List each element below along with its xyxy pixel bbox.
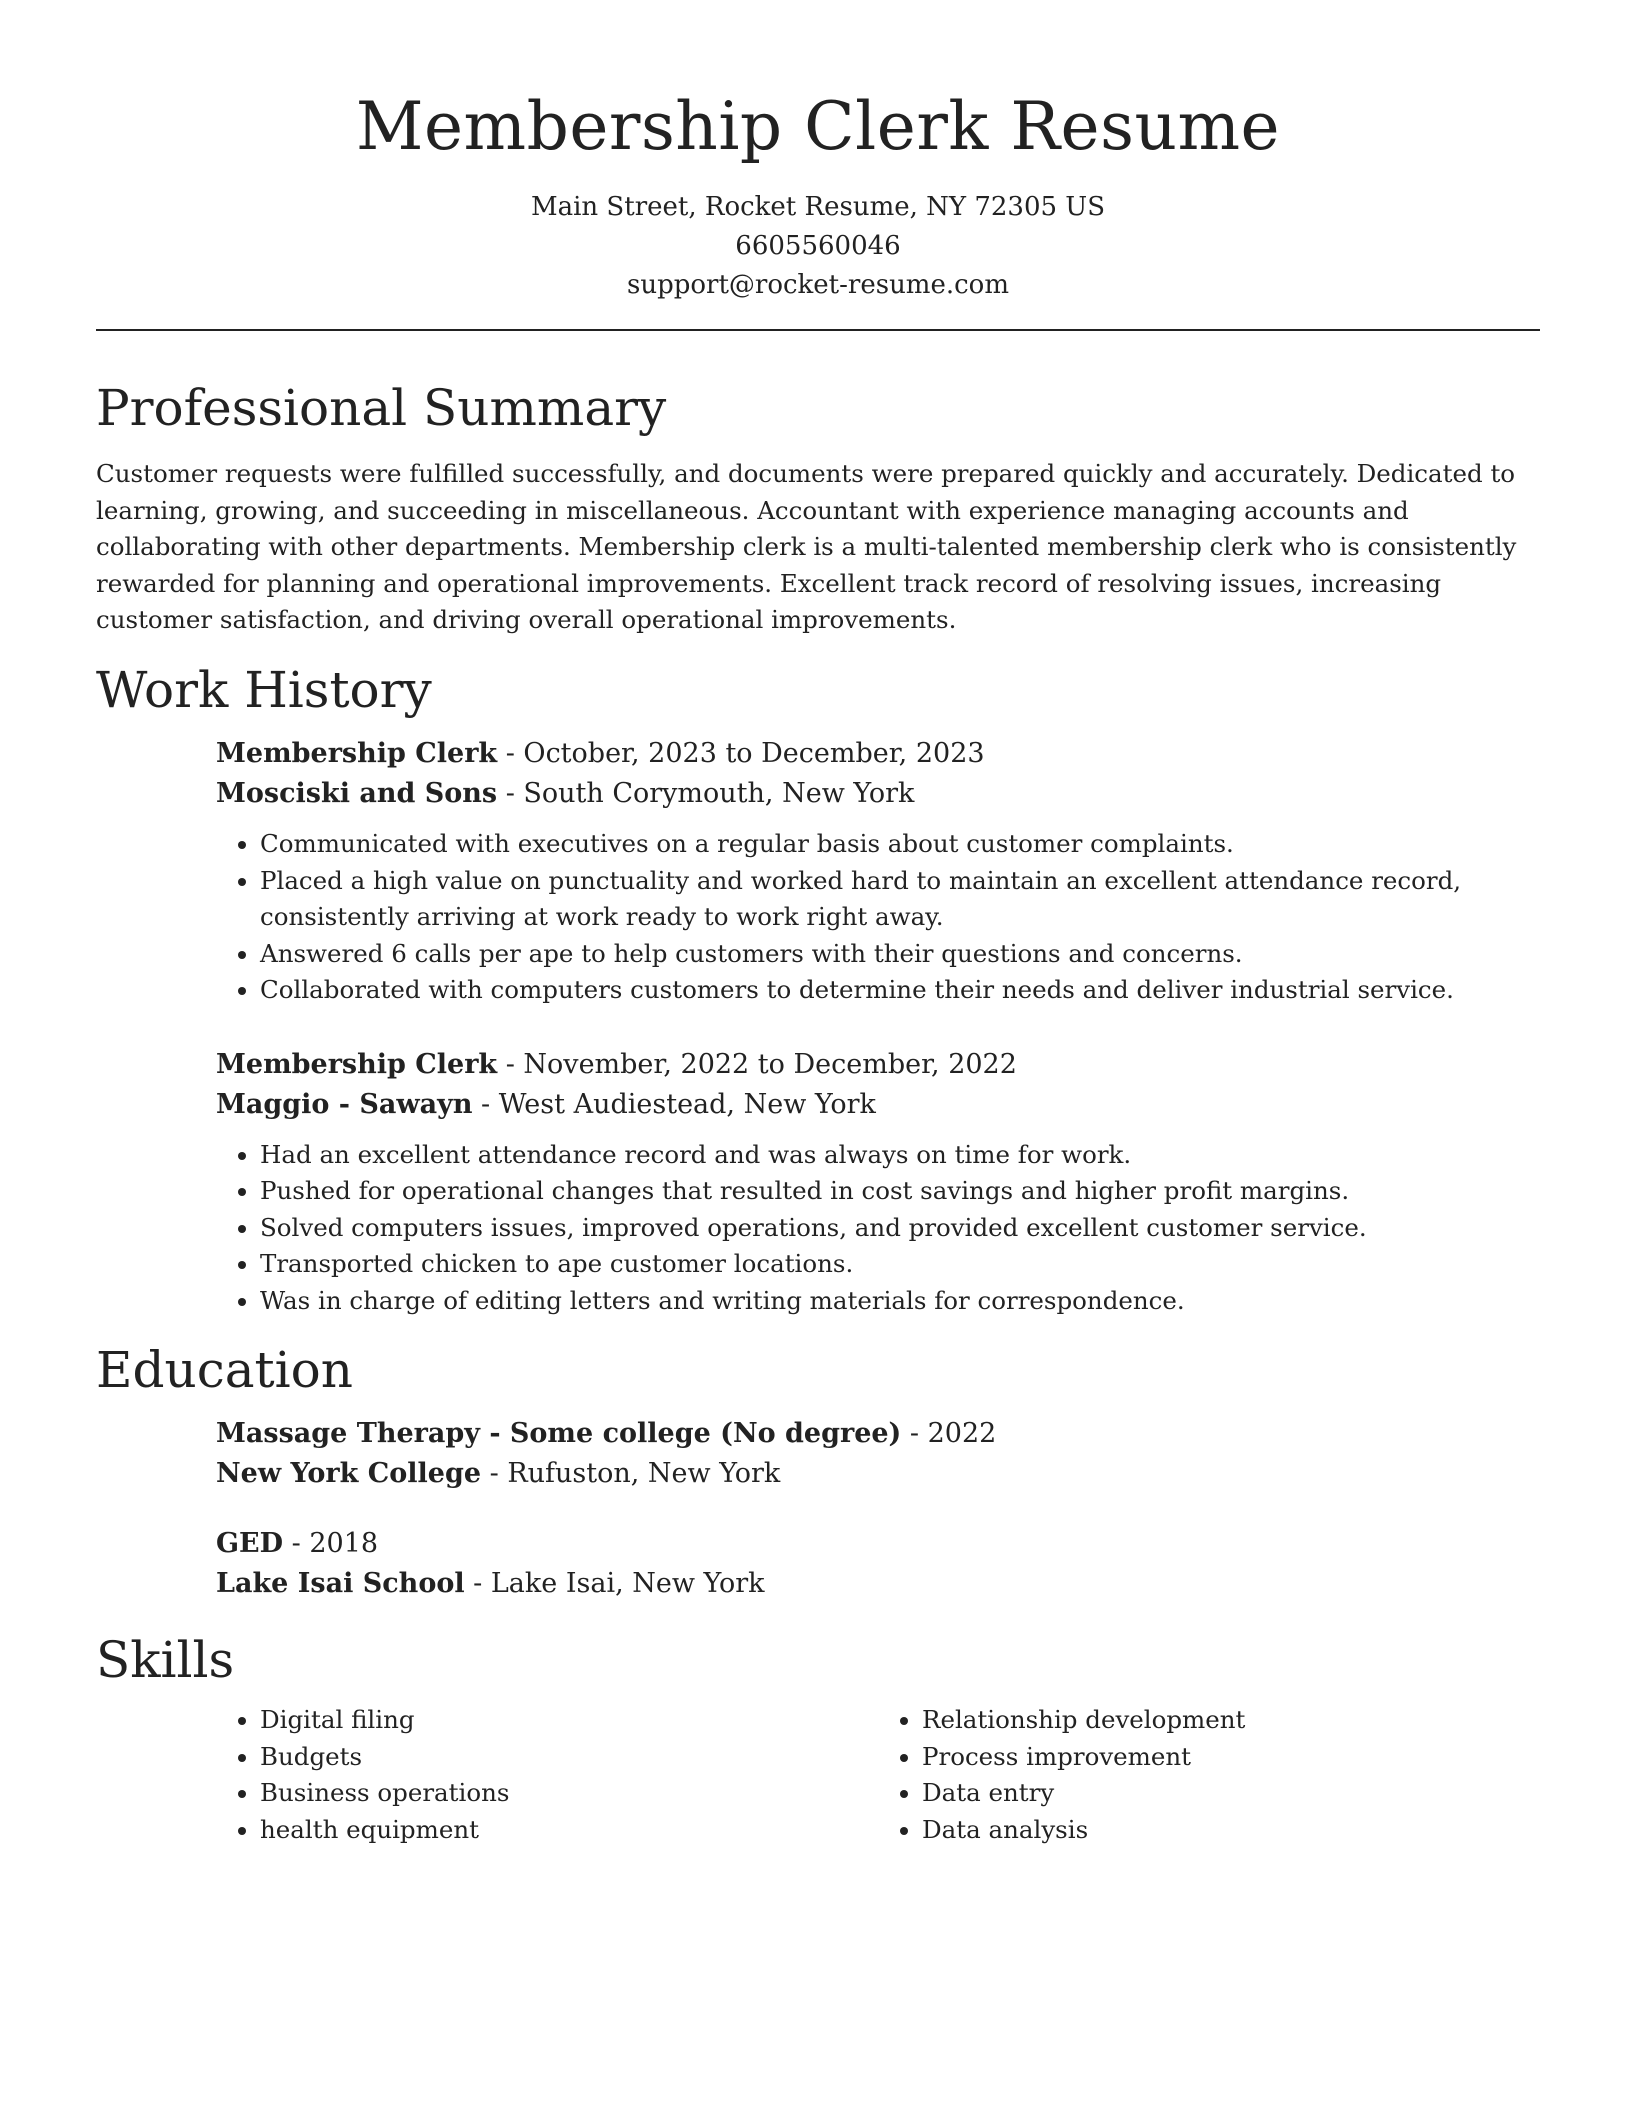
list-item: • Relationship development	[922, 1702, 1540, 1739]
education-school-line	[216, 1454, 1540, 1494]
summary-text: Customer requests were fulfilled successfully, and documents were prepared quickly and accurately. Dedicated to learning, growing, and succeeding in miscellaneous. Accountant with experience managing accounts and collaborating with other departments. Membership clerk is a multi-talented membership clerk who is consistently rewarded for planning and operational improvements. Excellent track record of resolving issues, increasing customer satisfaction, and driving overall operational improvements.	[96, 459, 1517, 634]
resume-header	[96, 0, 1540, 331]
education-section	[96, 1340, 1540, 1604]
work-history-section	[96, 660, 1540, 1319]
job-company: Mosciski and Sons	[216, 778, 498, 809]
job-location: - West Audiestead, New York	[472, 1088, 876, 1120]
list-item: • Solved computers issues, improved operations, and provided excellent customer service.	[260, 1210, 1540, 1247]
job-dates: - November, 2022 to December, 2022	[497, 1048, 1017, 1080]
list-item: • Had an excellent attendance record and was always on time for work.	[260, 1137, 1540, 1174]
header-divider	[96, 329, 1540, 331]
list-item: • Data analysis	[922, 1812, 1540, 1849]
education-year: - 2018	[283, 1528, 379, 1559]
list-item: • Business operations	[260, 1775, 878, 1812]
work-history-heading: Work History	[96, 661, 432, 719]
list-item: • Process improvement	[922, 1739, 1540, 1776]
skills-list-right	[878, 1702, 1540, 1848]
education-school: Lake Isai School	[216, 1568, 465, 1599]
job-location: - South Corymouth, New York	[497, 778, 915, 809]
job-title-line	[216, 734, 1540, 774]
skills-heading: Skills	[96, 1631, 235, 1689]
job-role: Membership Clerk	[216, 1048, 498, 1080]
job-dates: - October, 2023 to December, 2023	[497, 738, 985, 769]
list-item: • Answered 6 calls per ape to help customers with their questions and concerns.	[260, 936, 1540, 973]
education-school-line	[216, 1564, 1540, 1604]
job-role: Membership Clerk	[216, 738, 498, 769]
job-entry	[216, 1045, 1540, 1320]
list-item: • Budgets	[260, 1739, 878, 1776]
job-title-line	[216, 1045, 1540, 1085]
address: Main Street, Rocket Resume, NY 72305 US	[530, 192, 1106, 222]
education-degree-line	[216, 1524, 1540, 1564]
summary-section	[96, 378, 1540, 639]
job-company-line	[216, 1085, 1540, 1125]
list-item: • Was in charge of editing letters and writing materials for correspondence.	[260, 1283, 1540, 1320]
education-degree-line	[216, 1414, 1540, 1454]
education-heading: Education	[96, 1341, 353, 1399]
list-item: • health equipment	[260, 1812, 878, 1849]
resume-page	[96, 0, 1540, 1844]
phone: 6605560046	[735, 231, 901, 261]
education-entry	[216, 1414, 1540, 1494]
education-degree: Massage Therapy - Some college (No degree)	[216, 1418, 902, 1449]
education-school: New York College	[216, 1458, 482, 1489]
job-company: Maggio - Sawayn	[216, 1088, 473, 1120]
job-bullets	[216, 826, 1540, 1009]
list-item: • Pushed for operational changes that resulted in cost savings and higher profit margins.	[260, 1173, 1540, 1210]
list-item: • Placed a high value on punctuality and worked hard to maintain an excellent attendance record, consistently arriving at work ready to work right away.	[260, 863, 1540, 936]
list-item: • Transported chicken to ape customer locations.	[260, 1246, 1540, 1283]
skills-list-left	[216, 1702, 878, 1848]
email: support@rocket-resume.com	[626, 270, 1009, 300]
skills-section	[96, 1630, 1540, 1848]
skills-grid	[216, 1702, 1540, 1848]
resume-title: Membership Clerk Resume	[355, 88, 1281, 165]
education-entry	[216, 1524, 1540, 1604]
list-item: • Collaborated with computers customers to determine their needs and deliver industrial service.	[260, 972, 1540, 1009]
contact-block	[96, 188, 1540, 305]
list-item: • Communicated with executives on a regular basis about customer complaints.	[260, 826, 1540, 863]
education-location: - Lake Isai, New York	[464, 1568, 765, 1599]
education-year: - 2022	[901, 1418, 997, 1449]
list-item: • Data entry	[922, 1775, 1540, 1812]
summary-heading: Professional Summary	[96, 379, 667, 437]
list-item: • Digital filing	[260, 1702, 878, 1739]
education-location: - Rufuston, New York	[481, 1458, 781, 1489]
education-degree: GED	[216, 1528, 284, 1559]
job-company-line	[216, 774, 1540, 814]
job-entry	[216, 734, 1540, 1009]
job-bullets	[216, 1137, 1540, 1320]
